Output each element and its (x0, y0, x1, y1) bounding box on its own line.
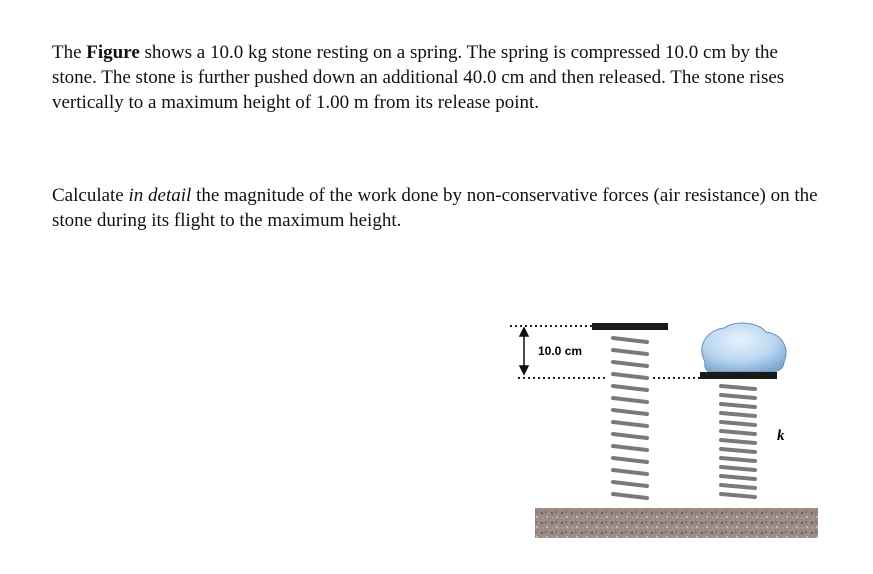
p2-post: the magnitude of the work done by non-conservative forces (air resistance) on the stone during its flight to the maximum height. (52, 185, 818, 231)
p1-post: shows a 10.0 kg stone resting on a spring. The spring is compressed 10.0 cm by the stone. The stone is further pushed down an additional 40.0 cm and then released. The stone rises vertically to a maximum height of 1.00 m from its release point. (52, 42, 785, 113)
spring-stone-figure (500, 300, 830, 550)
spring-constant-label: k (777, 428, 785, 444)
left-spring (607, 330, 653, 508)
in-detail-emphasis: in detail (128, 185, 192, 206)
p1-pre: The (52, 42, 87, 63)
problem-paragraph-2 (52, 183, 822, 233)
right-spring-top-plate (700, 372, 777, 379)
figure-word: Figure (86, 42, 140, 63)
stone (702, 323, 786, 372)
left-spring-top-plate (592, 323, 668, 330)
compression-label: 10.0 cm (538, 344, 583, 358)
dimension-arrow (520, 328, 528, 374)
p2-pre: Calculate (52, 185, 129, 206)
problem-paragraph-1 (52, 40, 822, 115)
ground (535, 508, 818, 538)
figure-svg (500, 300, 830, 550)
right-spring (716, 379, 760, 508)
